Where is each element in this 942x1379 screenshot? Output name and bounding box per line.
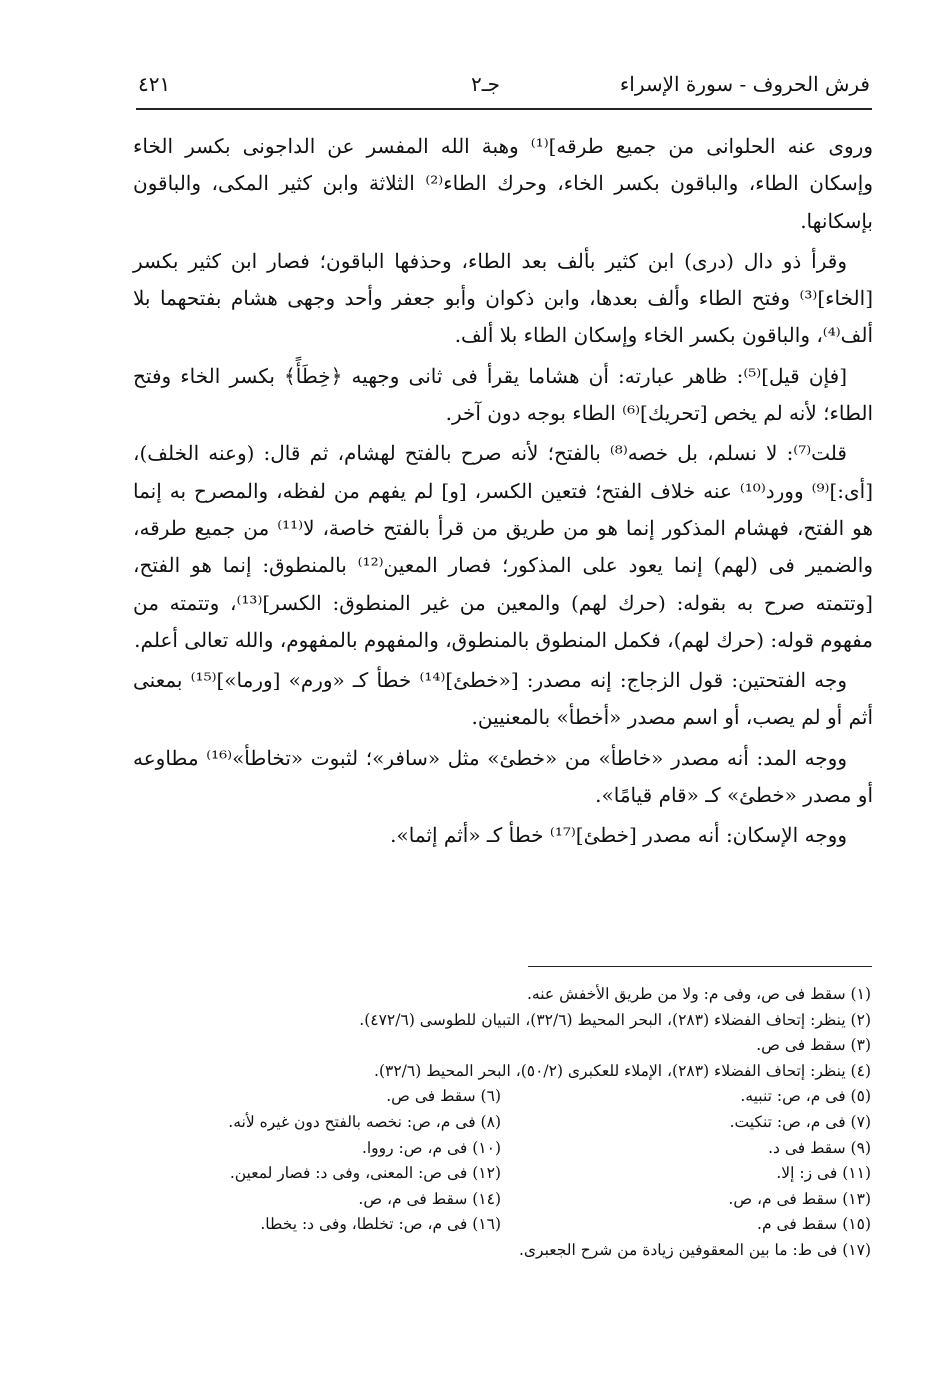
- paragraph: وقرأ ذو دال (درى) ابن كثير بألف بعد الطاء، وحذفها الباقون؛ فصار ابن كثير بكسر [الخاء]⁽³⁾ وفتح الطاء وألف بعدها، وابن ذكوان وأبو جعفر وأحد وجهى هشام بفتحهما بلا ألف⁽⁴⁾، والباقون بكسر الخاء وإسكان الطاء بلا ألف.: [133, 248, 873, 348]
- footnote: (٢) ينظر: إتحاف الفضلاء (٢٨٣)، البحر المحيط (٣٢/٦)، التبيان للطوسى (٤٧٢/٦).: [359, 1010, 871, 1029]
- paragraph: ووجه المد: أنه مصدر «خاطأ» من «خطئ» مثل «سافر»؛ لثبوت «تخاطأ»⁽¹⁶⁾ مطاوعه أو مصدر «خطئ» كـ «قام قيامًا».: [133, 745, 873, 808]
- footnote: (٩) سقط فى د.: [768, 1138, 871, 1157]
- footnote: (١) سقط فى ص، وفى م: ولا من طريق الأخفش عنه.: [526, 985, 871, 1003]
- running-header: [136, 72, 870, 106]
- footnote-divider: [528, 966, 872, 967]
- footnote: (٤) ينظر: إتحاف الفضلاء (٢٨٣)، الإملاء للعكبرى (٥٠/٢)، البحر المحيط (٣٢/٦).: [374, 1061, 871, 1080]
- footnote-row: [133, 1033, 873, 1059]
- footnote-row: [133, 1110, 873, 1136]
- footnote: (٦) سقط فى ص.: [386, 1087, 501, 1106]
- paragraph: [فإن قيل]⁽⁵⁾: ظاهر عبارته: أن هشاما يقرأ فى ثانى وجهيه ﴿خِطَأً﴾ بكسر الخاء وفتح الطاء؛ لأنه لم يخص [تحريك]⁽⁶⁾ الطاء بوجه دون آخر.: [133, 363, 873, 426]
- footnote: (١٢) فى ص: المعنى، وفى د: فصار لمعين.: [229, 1164, 501, 1183]
- footnote-row: [133, 1008, 873, 1034]
- footnotes: [133, 982, 873, 1264]
- footnote: (٣) سقط فى ص.: [756, 1036, 871, 1055]
- footnote-row: [133, 1059, 873, 1085]
- footnote-row: [133, 982, 873, 1008]
- footnote: (٥) فى م، ص: تنبيه.: [740, 1087, 871, 1106]
- footnote-row: [133, 1084, 873, 1110]
- header-part: جـ٢: [471, 72, 500, 96]
- footnote: (١٥) سقط فى م.: [757, 1215, 871, 1234]
- footnote-row: [133, 1136, 873, 1162]
- footnote: (٧) فى م، ص: تنكيت.: [729, 1112, 871, 1131]
- paragraph: وجه الفتحتين: قول الزجاج: إنه مصدر: [«خطئ]⁽¹⁴⁾ خطأ كـ «ورم» [ورما»]⁽¹⁵⁾ بمعنى أثم أو لم يصب، أو اسم مصدر «أخطأ» بالمعنيين.: [133, 668, 873, 730]
- main-text: [133, 128, 873, 858]
- footnote-row: [133, 1187, 873, 1213]
- footnote: (١٤) سقط فى م، ص.: [358, 1189, 501, 1208]
- paragraph: وروى عنه الحلوانى من جميع طرقه]⁽¹⁾ وهبة الله المفسر عن الداجونى بكسر الخاء وإسكان الطاء، والباقون بكسر الخاء، وحرك الطاء⁽²⁾ الثلاثة وابن كثير المكى، والباقون بإسكانها.: [133, 134, 874, 233]
- paragraph: ووجه الإسكان: أنه مصدر [خطئ]⁽¹⁷⁾ خطأ كـ «أثم إثما».: [390, 823, 847, 848]
- footnote: (١٣) سقط فى م، ص.: [728, 1189, 871, 1208]
- header-divider: [136, 108, 872, 110]
- footnote: (١٧) فى ط: ما بين المعقوفين زيادة من شرح الجعبرى.: [518, 1240, 871, 1259]
- footnote-row: [133, 1161, 873, 1187]
- paragraph: قلت⁽⁷⁾: لا نسلم، بل خصه⁽⁸⁾ بالفتح؛ لأنه صرح بالفتح لهشام، ثم قال: (وعنه الخلف)، [أى:]⁽⁹⁾ وورد⁽¹⁰⁾ عنه خلاف الفتح؛ فتعين الكسر، [و] لم يفهم من لفظه، والمصرح به إنما هو الفتح، فهشام المذكور إنما هو من طريق من قرأ بالفتح خاصة، لا⁽¹¹⁾ من جميع طرقه، والضمير فى (لهم) إنما يعود على المذكور؛ فصار المعين⁽¹²⁾ بالمنطوق: إنما هو الفتح، [وتتمته صرح به بقوله: (حرك لهم) والمعين من غير المنطوق: الكسر]⁽¹³⁾، وتتمته من مفهوم قوله: (حرك لهم)، فكمل المنطوق بالمنطوق، والمفهوم بالمفهوم، والله تعالى أعلم.: [133, 441, 873, 652]
- footnote-row: [133, 1238, 873, 1264]
- header-title: فرش الحروف - سورة الإسراء: [619, 72, 870, 96]
- footnote: (١٦) فى م، ص: تخلطا، وفى د: يخطا.: [260, 1215, 501, 1234]
- footnote: (١٠) فى م، ص: رووا.: [361, 1138, 501, 1157]
- page-number: ٤٢١: [138, 72, 171, 96]
- footnote: (٨) فى م، ص: نخصه بالفتح دون غيره لأنه.: [228, 1112, 501, 1131]
- footnote-row: [133, 1212, 873, 1238]
- footnote: (١١) فى ز: إلا.: [776, 1164, 871, 1183]
